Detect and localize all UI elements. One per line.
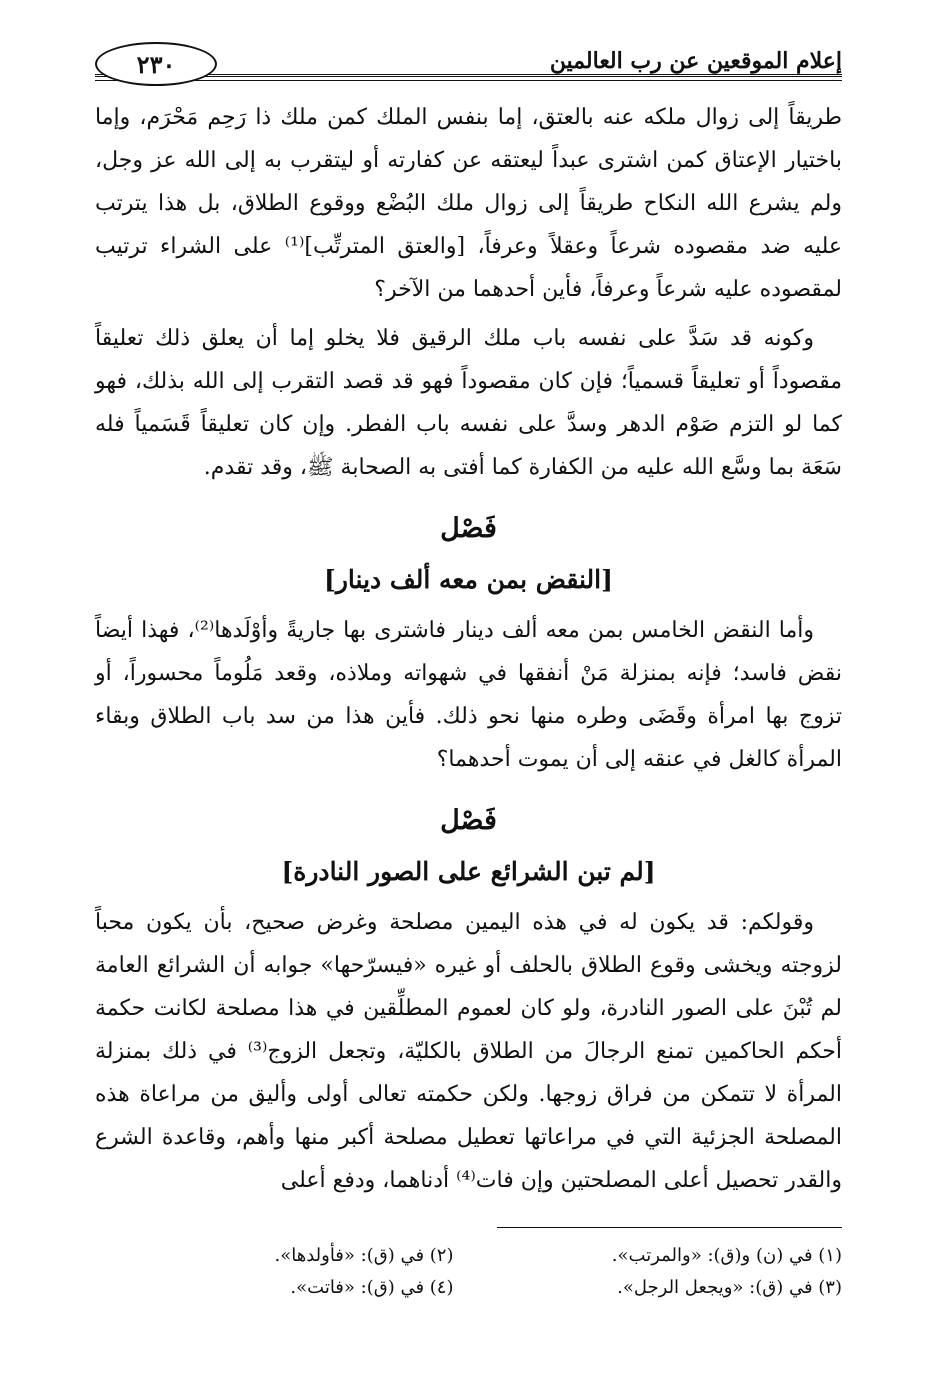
footnote-3: (٣) في (ق): «ويجعل الرجل».	[617, 1277, 842, 1298]
paragraph-4: وقولكم: قد يكون له في هذه اليمين مصلحة وغرض صحيح، بأن يكون محباً لزوجته ويخشى وقوع الطلاق بالحلف أو غيره «فيسرّحها» جوابه أن الشرائع العامة لم تُبْنَ على الصور النادرة، ولو كان لعموم المطلِّقين في هذا مصلحة لكانت حكمة أحكم الحاكمين تمنع الرجالَ من الطلاق بالكليّة، وتجعل الزوج⁽³⁾ في ذلك بمنزلة المرأة لا تتمكن من فراق زوجها. ولكن حكمته تعالى أولى وأليق من مراعاة هذه المصلحة الجزئية التي في مراعاتها تعطيل مصلحة أكبر منها وأهم، وقاعدة الشرع والقدر تحصيل أعلى المصلحتين وإن فات⁽⁴⁾ أدناهما، ودفع أعلى	[95, 910, 842, 1193]
header-rule-thin	[95, 80, 842, 81]
footnote-4: (٤) في (ق): «فاتت».	[290, 1277, 454, 1298]
section-heading-fasl: فَصْل	[440, 513, 497, 544]
running-title: إعلام الموقعين عن رب العالمين	[549, 48, 842, 74]
paragraph-1: طريقاً إلى زوال ملكه عنه بالعتق، إما بنفس الملك كمن ملك ذا رَحِم مَحْرَم، وإما باختيار الإعتاق كمن اشترى عبداً ليعتقه عن كفارته أو ليتقرب به إلى الله عز وجل، ولم يشرع الله النكاح طريقاً إلى زوال ملك البُضْع ووقوع الطلاق، بل هذا يترتب عليه ضد مقصوده شرعاً وعقلاً وعرفاً، [والعتق المترتِّب]⁽¹⁾ على الشراء ترتيب لمقصوده عليه شرعاً وعرفاً، فأين أحدهما من الآخر؟	[95, 105, 843, 302]
page-number-badge: ٢٣٠	[95, 42, 217, 86]
section-heading-fasl-2: فَصْل	[440, 805, 497, 836]
page-header	[95, 40, 842, 100]
section-title-2: [لم تبن الشرائع على الصور النادرة]	[281, 857, 656, 886]
footnotes	[95, 1240, 842, 1304]
paragraph-3: وأما النقض الخامس بمن معه ألف دينار فاشترى بها جاريةً وأوْلَدها⁽²⁾، فهذا أيضاً نقض فاسد؛ فإنه بمنزلة مَنْ أنفقها في شهواته وملاذه، وقعد مَلُوماً محسوراً، أو تزوج بها امرأة وقَضَى وطره منها نحو ذلك. فأين هذا من سد باب الطلاق وبقاء المرأة كالغل في عنقه إلى أن يموت أحدهما؟	[95, 618, 842, 772]
section-title-1: [النقض بمن معه ألف دينار]	[324, 565, 613, 594]
footnote-2: (٢) في (ق): «فأولدها».	[274, 1245, 454, 1266]
paragraph-2: وكونه قد سَدَّ على نفسه باب ملك الرقيق فلا يخلو إما أن يعلق ذلك تعليقاً مقصوداً أو تعليقاً قسمياً؛ فإن كان مقصوداً فهو قد قصد التقرب إلى الله بذلك، فهو كما لو التزم صَوْم الدهر وسدَّ على نفسه باب الفطر. وإن كان تعليقاً قَسَمياً فله سَعَة بما وسَّع الله عليه من الكفارة كما أفتى به الصحابة ﷺ، وقد تقدم.	[95, 326, 842, 480]
footnote-rule	[497, 1227, 842, 1228]
footnote-1: (١) في (ن) و(ق): «والمرتب».	[611, 1245, 842, 1266]
main-text	[95, 96, 842, 1202]
